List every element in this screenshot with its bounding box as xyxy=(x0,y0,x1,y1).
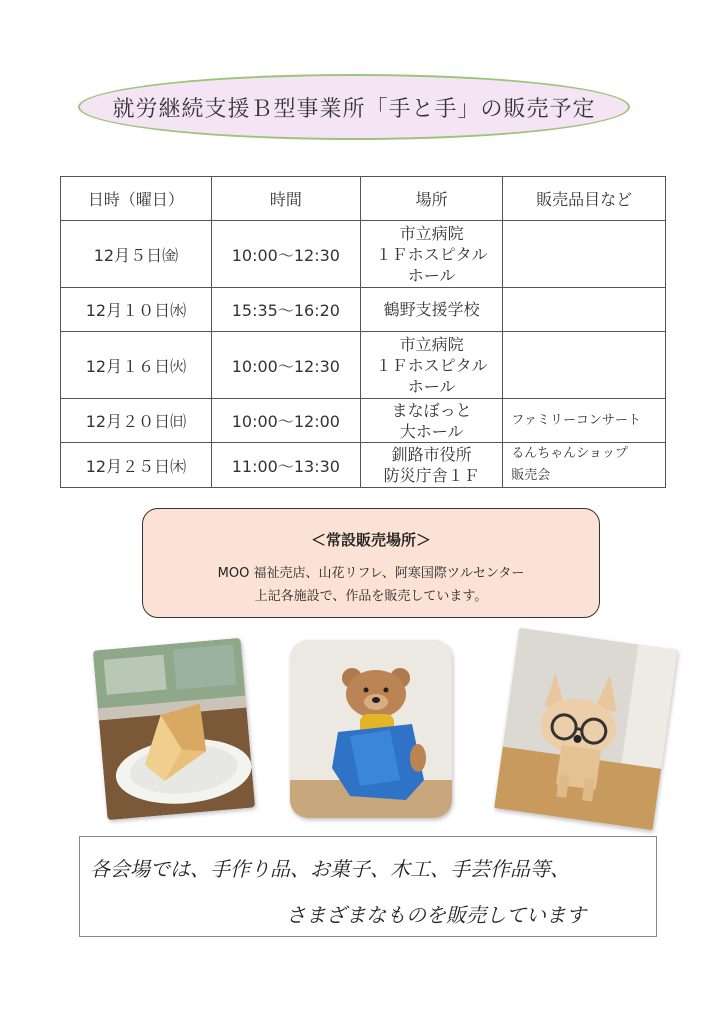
bottom-message-box xyxy=(79,836,657,937)
cake-photo xyxy=(93,638,255,820)
cell-date: 12月２５日㈭ xyxy=(61,443,212,488)
cell-place: 鶴野支援学校 xyxy=(360,288,502,332)
header-time: 時間 xyxy=(211,177,360,221)
header-date: 日時（曜日） xyxy=(61,177,212,221)
cell-items xyxy=(503,332,666,399)
cell-time: 15:35〜16:20 xyxy=(211,288,360,332)
page-title: 就労継続支援Ｂ型事業所「手と手」の販売予定 xyxy=(78,74,630,140)
permanent-sales-box xyxy=(142,508,600,618)
cell-place: 市立病院 １Ｆホスピタル ホール xyxy=(360,221,502,288)
cell-time: 10:00〜12:30 xyxy=(211,332,360,399)
table-row xyxy=(61,288,666,332)
cell-date: 12月１６日㈫ xyxy=(61,332,212,399)
dog-glasses-photo xyxy=(494,628,678,830)
cell-items: るんちゃんショップ 販売会 xyxy=(503,443,666,488)
cell-place: まなぼっと 大ホール xyxy=(360,399,502,443)
table-row xyxy=(61,332,666,399)
cell-place: 釧路市役所 防災庁舎１Ｆ xyxy=(360,443,502,488)
cell-time: 10:00〜12:00 xyxy=(211,399,360,443)
permanent-sales-title: ＜常設販売場所＞ xyxy=(310,531,431,549)
bottom-message-line1: 各会場では、手作り品、お菓子、木工、手芸作品等、 xyxy=(90,857,570,881)
header-place: 場所 xyxy=(360,177,502,221)
permanent-sales-note: 上記各施設で、作品を販売しています。 xyxy=(254,589,488,604)
cell-items xyxy=(503,288,666,332)
table-row xyxy=(61,221,666,288)
cell-date: 12月５日㈮ xyxy=(61,221,212,288)
cell-place: 市立病院 １Ｆホスピタル ホール xyxy=(360,332,502,399)
schedule-table xyxy=(60,176,666,488)
table-row xyxy=(61,399,666,443)
cell-time: 10:00〜12:30 xyxy=(211,221,360,288)
table-row xyxy=(61,443,666,488)
table-header-row xyxy=(61,177,666,221)
cell-time: 11:00〜13:30 xyxy=(211,443,360,488)
permanent-sales-locations: MOO 福祉売店、山花リフレ、阿寒国際ツルセンター xyxy=(217,566,525,581)
cell-items: ファミリーコンサート xyxy=(503,399,666,443)
bear-photo xyxy=(290,640,452,818)
cell-items xyxy=(503,221,666,288)
bottom-message-line2: さまざまなものを販売しています xyxy=(286,903,586,927)
header-items: 販売品目など xyxy=(503,177,666,221)
cell-date: 12月１０日㈬ xyxy=(61,288,212,332)
cell-date: 12月２０日㈰ xyxy=(61,399,212,443)
